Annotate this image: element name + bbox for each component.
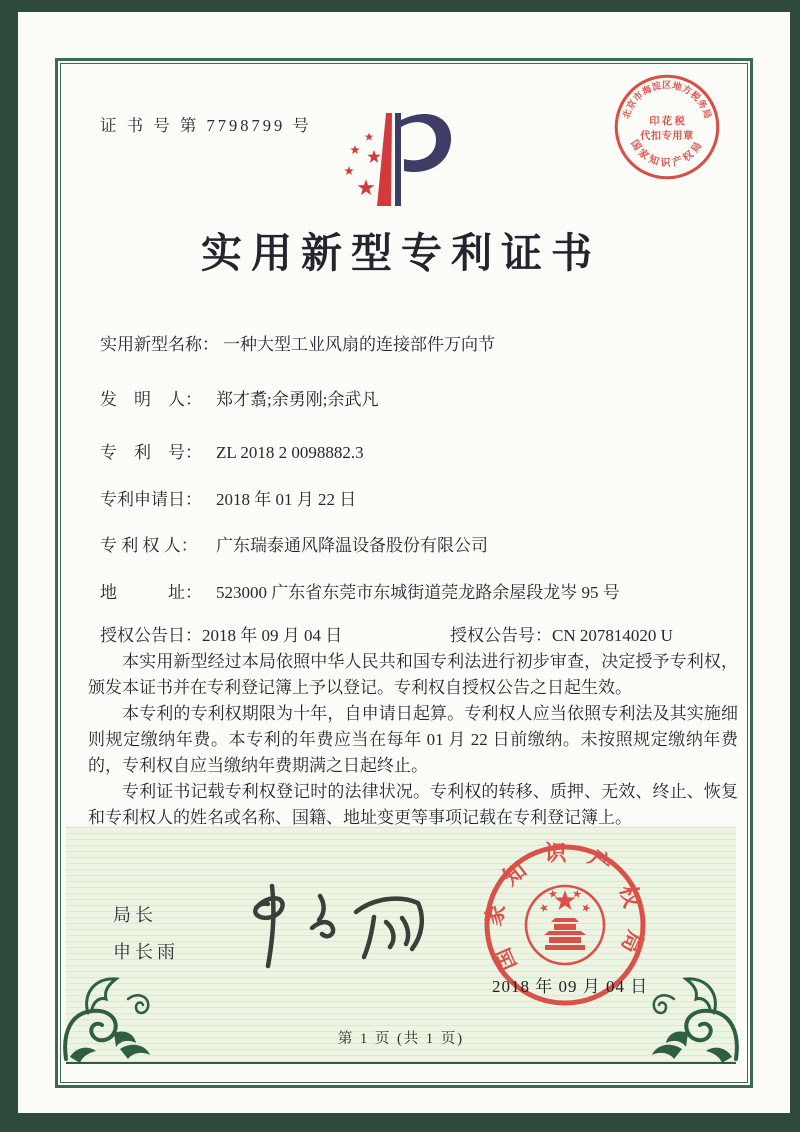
grant-date-label: 授权公告日： xyxy=(100,626,202,645)
director-title: 局长 xyxy=(113,905,157,925)
legal-paragraph: 专利证书记载专利权登记时的法律状况。专利权的转移、质押、无效、终止、恢复和专利权人的姓名或名称、国籍、地址变更等事项记载在专利登记簿上。 xyxy=(88,782,738,827)
seal-date: 2018 年 09 月 04 日 xyxy=(492,977,649,996)
field-value: 523000 广东省东莞市东城街道莞龙路余屋段龙岑 95 号 xyxy=(216,583,620,602)
field-value: 一种大型工业风扇的连接部件万向节 xyxy=(223,335,495,354)
grant-number-row xyxy=(450,621,673,646)
field-label: 专 利 号： xyxy=(100,443,202,462)
field-row-utility-model-name xyxy=(100,330,495,355)
page-footer: 第 1 页 (共 1 页) xyxy=(337,1031,465,1047)
grant-date-value: 2018 年 09 月 04 日 xyxy=(202,626,343,645)
field-label: 专 利 权 人： xyxy=(100,536,198,555)
grant-number-value: CN 207814020 U xyxy=(552,626,673,645)
grant-date-row xyxy=(100,621,342,646)
tax-seal-center-line2: 代扣专用章 xyxy=(640,130,694,142)
field-row-address xyxy=(100,578,620,603)
legal-text-block xyxy=(88,649,738,831)
corner-flourish-icon xyxy=(644,969,744,1064)
field-label: 发 明 人： xyxy=(100,390,202,409)
tax-seal-ring-bottom-text: 国家知识产权局 xyxy=(628,138,706,169)
svg-text:北京市海淀区地方税务局 xyxy=(620,79,713,120)
tax-seal-ring-top-text: 北京市海淀区地方税务局 xyxy=(620,80,714,121)
director-signature xyxy=(228,876,428,971)
field-value: 广东瑞泰通风降温设备股份有限公司 xyxy=(216,536,488,555)
legal-paragraph: 本专利的专利权期限为十年，自申请日起算。专利权人应当依照专利法及其实施细则规定缴纳年费。本专利的年费应当在每年 01 月 22 日前缴纳。未按照规定缴纳年费的，专利权自应当缴纳年费期满之日起终止。 xyxy=(88,704,738,775)
certificate-title: 实用新型专利证书 xyxy=(201,230,601,276)
director-name: 申长雨 xyxy=(113,942,179,962)
field-row-filing-date xyxy=(100,485,356,510)
field-row-inventors xyxy=(100,385,378,410)
svg-text:国家知识产权局 xyxy=(628,137,706,169)
field-label: 专利申请日： xyxy=(100,490,202,509)
corner-flourish-icon xyxy=(58,969,158,1064)
field-label: 地 址： xyxy=(100,583,202,602)
national-emblem-icon xyxy=(526,886,604,964)
tax-seal-center-line1: 印 花 税 xyxy=(649,116,685,128)
legal-paragraph: 本实用新型经过本局依照中华人民共和国专利法进行初步审查，决定授予专利权，颁发本证书并在专利登记簿上予以登记。专利权自授权公告之日起生效。 xyxy=(88,652,738,697)
grant-number-label: 授权公告号： xyxy=(450,626,552,645)
certificate-number: 证 书 号 第 7798799 号 xyxy=(100,116,312,135)
field-row-patentee xyxy=(100,531,488,556)
cnipa-logo-icon xyxy=(338,110,460,212)
field-value: 2018 年 01 月 22 日 xyxy=(216,490,357,509)
field-label: 实用新型名称： xyxy=(100,335,219,354)
stamp-tax-seal xyxy=(608,68,726,186)
field-row-patent-number xyxy=(100,438,364,463)
main-seal-ring-text: 国家知识产权局 xyxy=(480,840,650,975)
field-value: ZL 2018 2 0098882.3 xyxy=(216,443,364,462)
field-value: 郑才翥;余勇刚;余武凡 xyxy=(216,390,379,409)
svg-text:国家知识产权局 xyxy=(480,840,649,974)
